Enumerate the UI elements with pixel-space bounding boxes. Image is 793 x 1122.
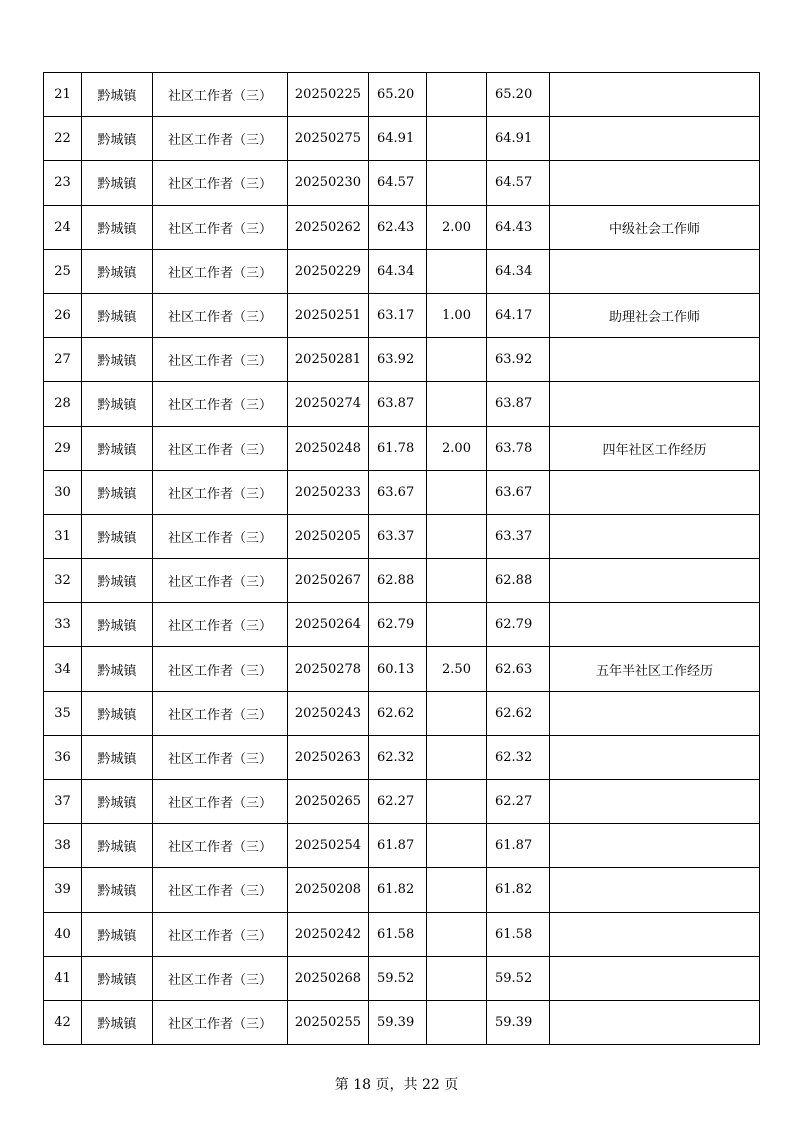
ticket-number-cell: 20250275 <box>288 117 369 161</box>
post-cell: 社区工作者（三） <box>153 868 288 912</box>
ticket-number-cell: 20250205 <box>288 514 369 558</box>
post-cell: 社区工作者（三） <box>153 249 288 293</box>
table-row <box>44 382 760 426</box>
row-number-cell: 41 <box>44 956 82 1000</box>
table-row <box>44 912 760 956</box>
bonus-reason-cell: 四年社区工作经历 <box>550 426 760 470</box>
post-cell: 社区工作者（三） <box>153 382 288 426</box>
town-cell: 黔城镇 <box>82 956 153 1000</box>
table-row <box>44 780 760 824</box>
total-score-cell: 65.20 <box>487 73 550 117</box>
town-cell: 黔城镇 <box>82 249 153 293</box>
bonus-score-cell <box>427 780 487 824</box>
written-score-cell: 65.20 <box>369 73 427 117</box>
written-score-cell: 64.57 <box>369 161 427 205</box>
bonus-score-cell <box>427 956 487 1000</box>
table-row <box>44 426 760 470</box>
written-score-cell: 61.82 <box>369 868 427 912</box>
post-cell: 社区工作者（三） <box>153 956 288 1000</box>
bonus-score-cell <box>427 382 487 426</box>
ticket-number-cell: 20250248 <box>288 426 369 470</box>
bonus-reason-cell <box>550 117 760 161</box>
post-cell: 社区工作者（三） <box>153 293 288 337</box>
row-number-cell: 22 <box>44 117 82 161</box>
total-score-cell: 63.92 <box>487 338 550 382</box>
total-score-cell: 63.87 <box>487 382 550 426</box>
town-cell: 黔城镇 <box>82 912 153 956</box>
bonus-reason-cell <box>550 824 760 868</box>
town-cell: 黔城镇 <box>82 603 153 647</box>
post-cell: 社区工作者（三） <box>153 514 288 558</box>
post-cell: 社区工作者（三） <box>153 691 288 735</box>
row-number-cell: 32 <box>44 559 82 603</box>
town-cell: 黔城镇 <box>82 780 153 824</box>
bonus-score-cell <box>427 249 487 293</box>
town-cell: 黔城镇 <box>82 73 153 117</box>
bonus-reason-cell <box>550 912 760 956</box>
ticket-number-cell: 20250263 <box>288 735 369 779</box>
table-row <box>44 514 760 558</box>
town-cell: 黔城镇 <box>82 161 153 205</box>
town-cell: 黔城镇 <box>82 382 153 426</box>
total-score-cell: 62.88 <box>487 559 550 603</box>
written-score-cell: 62.32 <box>369 735 427 779</box>
bonus-reason-cell <box>550 161 760 205</box>
town-cell: 黔城镇 <box>82 426 153 470</box>
table-row <box>44 161 760 205</box>
total-score-cell: 64.34 <box>487 249 550 293</box>
row-number-cell: 26 <box>44 293 82 337</box>
ticket-number-cell: 20250267 <box>288 559 369 603</box>
table-row <box>44 338 760 382</box>
bonus-reason-cell <box>550 470 760 514</box>
written-score-cell: 62.79 <box>369 603 427 647</box>
ticket-number-cell: 20250278 <box>288 647 369 691</box>
total-score-cell: 64.17 <box>487 293 550 337</box>
post-cell: 社区工作者（三） <box>153 1000 288 1044</box>
total-score-cell: 64.57 <box>487 161 550 205</box>
table-row <box>44 647 760 691</box>
written-score-cell: 63.37 <box>369 514 427 558</box>
row-number-cell: 27 <box>44 338 82 382</box>
post-cell: 社区工作者（三） <box>153 426 288 470</box>
bonus-score-cell: 2.50 <box>427 647 487 691</box>
ticket-number-cell: 20250233 <box>288 470 369 514</box>
written-score-cell: 62.27 <box>369 780 427 824</box>
bonus-score-cell <box>427 868 487 912</box>
bonus-score-cell: 1.00 <box>427 293 487 337</box>
table-row <box>44 559 760 603</box>
ticket-number-cell: 20250262 <box>288 205 369 249</box>
bonus-reason-cell <box>550 956 760 1000</box>
total-score-cell: 61.82 <box>487 868 550 912</box>
row-number-cell: 24 <box>44 205 82 249</box>
ticket-number-cell: 20250225 <box>288 73 369 117</box>
written-score-cell: 64.34 <box>369 249 427 293</box>
table-row <box>44 603 760 647</box>
bonus-reason-cell <box>550 735 760 779</box>
post-cell: 社区工作者（三） <box>153 117 288 161</box>
town-cell: 黔城镇 <box>82 735 153 779</box>
bonus-score-cell: 2.00 <box>427 426 487 470</box>
row-number-cell: 40 <box>44 912 82 956</box>
bonus-score-cell <box>427 514 487 558</box>
table-row <box>44 470 760 514</box>
bonus-score-cell <box>427 1000 487 1044</box>
ticket-number-cell: 20250264 <box>288 603 369 647</box>
row-number-cell: 39 <box>44 868 82 912</box>
ticket-number-cell: 20250265 <box>288 780 369 824</box>
town-cell: 黔城镇 <box>82 647 153 691</box>
town-cell: 黔城镇 <box>82 470 153 514</box>
bonus-reason-cell: 助理社会工作师 <box>550 293 760 337</box>
table-row <box>44 205 760 249</box>
bonus-reason-cell <box>550 780 760 824</box>
row-number-cell: 29 <box>44 426 82 470</box>
written-score-cell: 61.78 <box>369 426 427 470</box>
row-number-cell: 42 <box>44 1000 82 1044</box>
town-cell: 黔城镇 <box>82 293 153 337</box>
written-score-cell: 64.91 <box>369 117 427 161</box>
table-row <box>44 691 760 735</box>
ticket-number-cell: 20250274 <box>288 382 369 426</box>
town-cell: 黔城镇 <box>82 1000 153 1044</box>
row-number-cell: 38 <box>44 824 82 868</box>
post-cell: 社区工作者（三） <box>153 73 288 117</box>
results-table-body <box>44 73 760 1045</box>
written-score-cell: 59.39 <box>369 1000 427 1044</box>
town-cell: 黔城镇 <box>82 824 153 868</box>
total-score-cell: 64.43 <box>487 205 550 249</box>
table-row <box>44 824 760 868</box>
bonus-score-cell <box>427 559 487 603</box>
bonus-reason-cell: 五年半社区工作经历 <box>550 647 760 691</box>
town-cell: 黔城镇 <box>82 868 153 912</box>
bonus-score-cell <box>427 73 487 117</box>
total-score-cell: 62.63 <box>487 647 550 691</box>
total-score-cell: 62.27 <box>487 780 550 824</box>
bonus-reason-cell <box>550 338 760 382</box>
post-cell: 社区工作者（三） <box>153 912 288 956</box>
table-row <box>44 956 760 1000</box>
post-cell: 社区工作者（三） <box>153 735 288 779</box>
written-score-cell: 63.87 <box>369 382 427 426</box>
post-cell: 社区工作者（三） <box>153 603 288 647</box>
row-number-cell: 36 <box>44 735 82 779</box>
results-table <box>43 72 760 1045</box>
town-cell: 黔城镇 <box>82 514 153 558</box>
row-number-cell: 30 <box>44 470 82 514</box>
written-score-cell: 62.88 <box>369 559 427 603</box>
written-score-cell: 62.43 <box>369 205 427 249</box>
bonus-score-cell <box>427 691 487 735</box>
bonus-score-cell <box>427 117 487 161</box>
post-cell: 社区工作者（三） <box>153 824 288 868</box>
written-score-cell: 63.92 <box>369 338 427 382</box>
bonus-reason-cell <box>550 603 760 647</box>
page-footer: 第 18 页，共 22 页 <box>334 1077 459 1093</box>
total-score-cell: 59.52 <box>487 956 550 1000</box>
bonus-score-cell <box>427 735 487 779</box>
row-number-cell: 33 <box>44 603 82 647</box>
total-score-cell: 62.79 <box>487 603 550 647</box>
table-row <box>44 249 760 293</box>
total-score-cell: 59.39 <box>487 1000 550 1044</box>
ticket-number-cell: 20250268 <box>288 956 369 1000</box>
row-number-cell: 28 <box>44 382 82 426</box>
table-row <box>44 735 760 779</box>
bonus-score-cell <box>427 603 487 647</box>
table-row <box>44 293 760 337</box>
table-row <box>44 117 760 161</box>
bonus-reason-cell <box>550 73 760 117</box>
written-score-cell: 59.52 <box>369 956 427 1000</box>
table-row <box>44 868 760 912</box>
total-score-cell: 62.62 <box>487 691 550 735</box>
row-number-cell: 35 <box>44 691 82 735</box>
bonus-reason-cell <box>550 382 760 426</box>
written-score-cell: 61.58 <box>369 912 427 956</box>
written-score-cell: 60.13 <box>369 647 427 691</box>
bonus-score-cell <box>427 470 487 514</box>
town-cell: 黔城镇 <box>82 691 153 735</box>
bonus-reason-cell <box>550 691 760 735</box>
town-cell: 黔城镇 <box>82 559 153 603</box>
written-score-cell: 61.87 <box>369 824 427 868</box>
ticket-number-cell: 20250208 <box>288 868 369 912</box>
post-cell: 社区工作者（三） <box>153 780 288 824</box>
row-number-cell: 23 <box>44 161 82 205</box>
ticket-number-cell: 20250230 <box>288 161 369 205</box>
post-cell: 社区工作者（三） <box>153 205 288 249</box>
bonus-reason-cell <box>550 249 760 293</box>
bonus-score-cell <box>427 912 487 956</box>
town-cell: 黔城镇 <box>82 338 153 382</box>
ticket-number-cell: 20250251 <box>288 293 369 337</box>
written-score-cell: 63.67 <box>369 470 427 514</box>
row-number-cell: 37 <box>44 780 82 824</box>
ticket-number-cell: 20250242 <box>288 912 369 956</box>
total-score-cell: 63.67 <box>487 470 550 514</box>
post-cell: 社区工作者（三） <box>153 559 288 603</box>
table-row <box>44 1000 760 1044</box>
written-score-cell: 62.62 <box>369 691 427 735</box>
total-score-cell: 63.37 <box>487 514 550 558</box>
bonus-reason-cell <box>550 559 760 603</box>
post-cell: 社区工作者（三） <box>153 470 288 514</box>
total-score-cell: 61.87 <box>487 824 550 868</box>
ticket-number-cell: 20250243 <box>288 691 369 735</box>
bonus-reason-cell: 中级社会工作师 <box>550 205 760 249</box>
bonus-reason-cell <box>550 868 760 912</box>
row-number-cell: 25 <box>44 249 82 293</box>
post-cell: 社区工作者（三） <box>153 647 288 691</box>
total-score-cell: 61.58 <box>487 912 550 956</box>
ticket-number-cell: 20250281 <box>288 338 369 382</box>
total-score-cell: 63.78 <box>487 426 550 470</box>
bonus-score-cell <box>427 338 487 382</box>
row-number-cell: 31 <box>44 514 82 558</box>
total-score-cell: 62.32 <box>487 735 550 779</box>
town-cell: 黔城镇 <box>82 117 153 161</box>
row-number-cell: 21 <box>44 73 82 117</box>
table-row <box>44 73 760 117</box>
ticket-number-cell: 20250255 <box>288 1000 369 1044</box>
ticket-number-cell: 20250229 <box>288 249 369 293</box>
bonus-score-cell <box>427 161 487 205</box>
written-score-cell: 63.17 <box>369 293 427 337</box>
bonus-score-cell: 2.00 <box>427 205 487 249</box>
ticket-number-cell: 20250254 <box>288 824 369 868</box>
total-score-cell: 64.91 <box>487 117 550 161</box>
row-number-cell: 34 <box>44 647 82 691</box>
bonus-score-cell <box>427 824 487 868</box>
bonus-reason-cell <box>550 1000 760 1044</box>
post-cell: 社区工作者（三） <box>153 161 288 205</box>
post-cell: 社区工作者（三） <box>153 338 288 382</box>
bonus-reason-cell <box>550 514 760 558</box>
town-cell: 黔城镇 <box>82 205 153 249</box>
